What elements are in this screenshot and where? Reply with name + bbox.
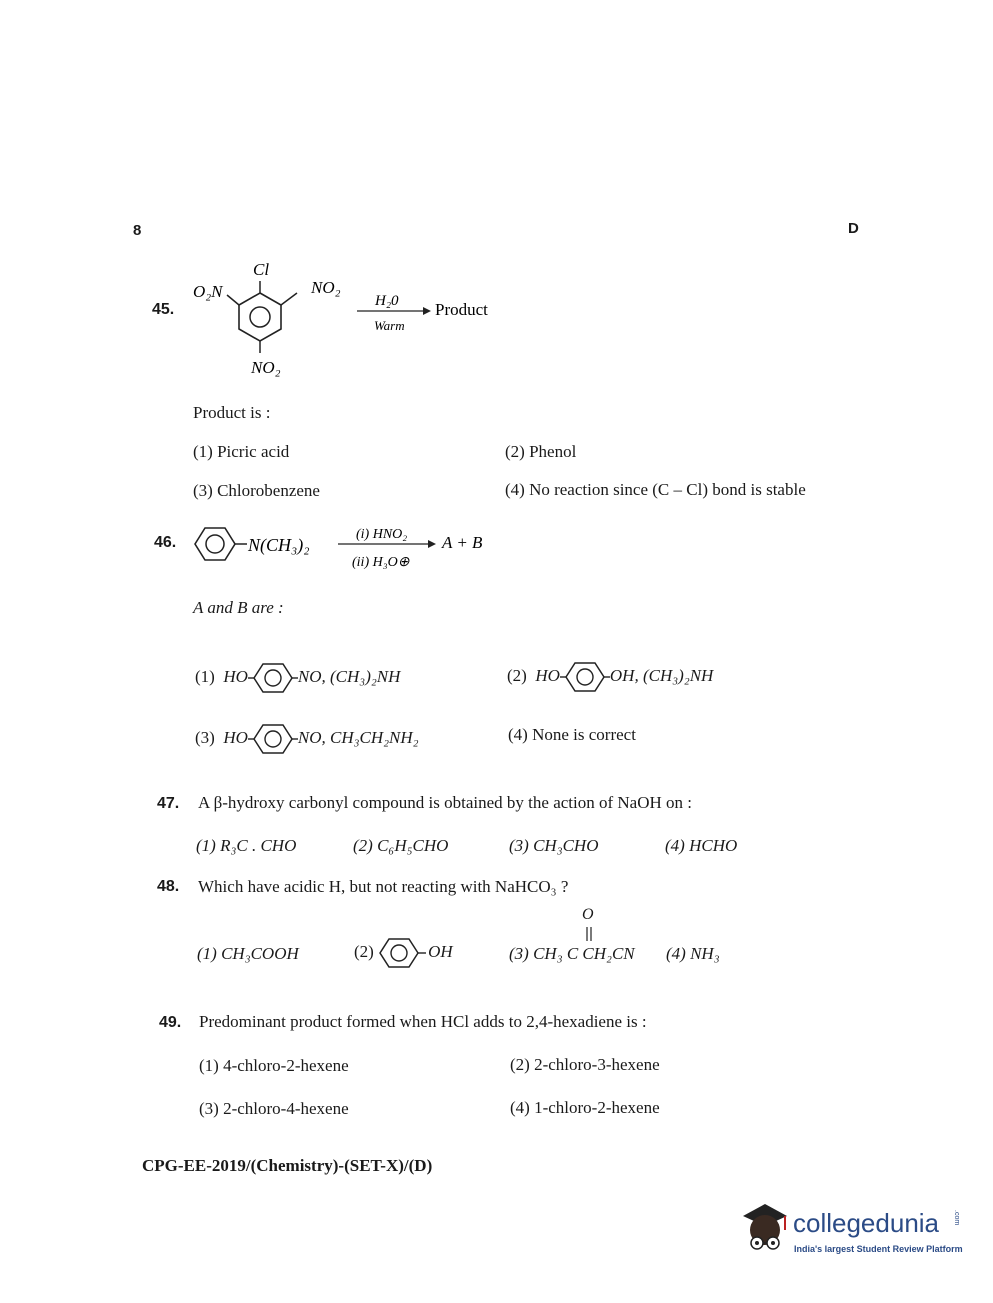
question-number-45: 45.: [152, 301, 175, 318]
question-number-48: 48.: [157, 878, 180, 895]
page-number: 8: [133, 222, 142, 239]
arrow-head-icon: [428, 540, 436, 548]
benzene-ring-icon: [378, 935, 428, 971]
aromatic-circle-icon: [250, 307, 270, 327]
q46-option-3: [195, 721, 419, 757]
double-bond-icon: [584, 926, 594, 942]
benzene-ring-icon: [239, 293, 281, 341]
q48-opt3-oxygen: O: [582, 906, 594, 923]
question-number-46: 46.: [154, 534, 177, 551]
q46-substituent: N(CH₃)₂: [248, 535, 310, 555]
q46-product: A + B: [442, 533, 483, 552]
q46-opt2-left: HO: [535, 665, 560, 685]
question-number-49: 49.: [159, 1014, 182, 1031]
q48-option-4: (4) NH₃: [666, 944, 720, 963]
q46-opt3-num: (3): [195, 727, 215, 747]
logo-tagline: India's largest Student Review Platform: [794, 1244, 963, 1254]
q45-option-4: (4) No reaction since (C – Cl) bond is stable: [505, 480, 806, 499]
q46-reaction-diagram: [190, 520, 500, 580]
q47-option-4: (4) HCHO: [665, 836, 738, 855]
benzene-ring-icon: [248, 721, 298, 757]
q46-option-2: [507, 659, 713, 695]
q46-opt2-right: OH, (CH₃)₂NH: [609, 665, 714, 685]
q46-opt1-left: HO: [223, 666, 248, 686]
q46-opt1-num: (1): [195, 666, 215, 686]
q48-option-2: [354, 935, 453, 971]
q45-option-2: (2) Phenol: [505, 442, 577, 461]
q49-option-3: (3) 2-chloro-4-hexene: [199, 1099, 349, 1118]
q45-option-3: (3) Chlorobenzene: [193, 481, 320, 500]
q46-option-1: [195, 660, 400, 696]
q46-option-4: (4) None is correct: [508, 725, 636, 744]
q46-opt3-left: HO: [223, 727, 248, 747]
q46-reagent-bottom: (ii) H₃O⊕: [352, 555, 410, 570]
arrow-head-icon: [423, 307, 431, 315]
logo-name: collegedunia: [793, 1208, 940, 1238]
q45-prompt: Product is :: [193, 403, 271, 422]
q45-reagent-bottom: Warm: [374, 318, 405, 333]
benzene-ring-icon: [248, 660, 298, 696]
logo-suffix: .com: [953, 1210, 960, 1226]
q48-opt2-right: OH: [428, 941, 453, 961]
q47-question: A β-hydroxy carbonyl compound is obtained by the action of NaOH on :: [198, 793, 692, 812]
q45-sub-bottom: NO₂: [251, 358, 281, 377]
aromatic-circle-icon: [206, 535, 224, 553]
q47-option-3: (3) CH₃CHO: [509, 836, 599, 855]
q46-prompt: A and B are :: [193, 598, 284, 617]
question-number-47: 47.: [157, 795, 180, 812]
q48-option-1: (1) CH₃COOH: [197, 944, 299, 963]
student-mascot-icon: [735, 1198, 793, 1256]
q46-reagent-top: (i) HNO₂: [356, 527, 408, 542]
q48-question: Which have acidic H, but not reacting with NaHCO₃ ?: [198, 877, 569, 896]
q47-option-2: (2) C₆H₅CHO: [353, 836, 449, 855]
q48-option-3: (3) CH₃ C CH₂CN: [509, 944, 635, 963]
benzene-ring-icon: [195, 528, 235, 560]
q45-sub-left: O₂N: [193, 282, 223, 301]
q45-sub-right: NO₂: [311, 278, 341, 297]
collegedunia-logo: [735, 1198, 970, 1260]
q45-option-1: (1) Picric acid: [193, 442, 290, 461]
q48-opt2-num: (2): [354, 941, 374, 961]
q45-reaction-diagram: [185, 255, 515, 385]
q46-opt3-right: NO, CH₃CH₂NH₂: [297, 727, 419, 747]
q46-opt2-num: (2): [507, 665, 527, 685]
q45-sub-top: Cl: [253, 260, 270, 279]
q46-opt1-right: NO, (CH₃)₂NH: [297, 666, 401, 686]
q49-option-2: (2) 2-chloro-3-hexene: [510, 1055, 660, 1074]
q49-option-4: (4) 1-chloro-2-hexene: [510, 1098, 660, 1117]
q49-option-1: (1) 4-chloro-2-hexene: [199, 1056, 349, 1075]
q49-question: Predominant product formed when HCl adds to 2,4-hexadiene is :: [199, 1012, 647, 1031]
set-letter: D: [848, 220, 859, 237]
q47-option-1: (1) R₃C . CHO: [196, 836, 297, 855]
benzene-ring-icon: [560, 659, 610, 695]
q45-reagent-top: H₂0: [375, 293, 399, 309]
footer-exam-code: CPG-EE-2019/(Chemistry)-(SET-X)/(D): [142, 1156, 433, 1175]
q45-product: Product: [435, 300, 488, 319]
